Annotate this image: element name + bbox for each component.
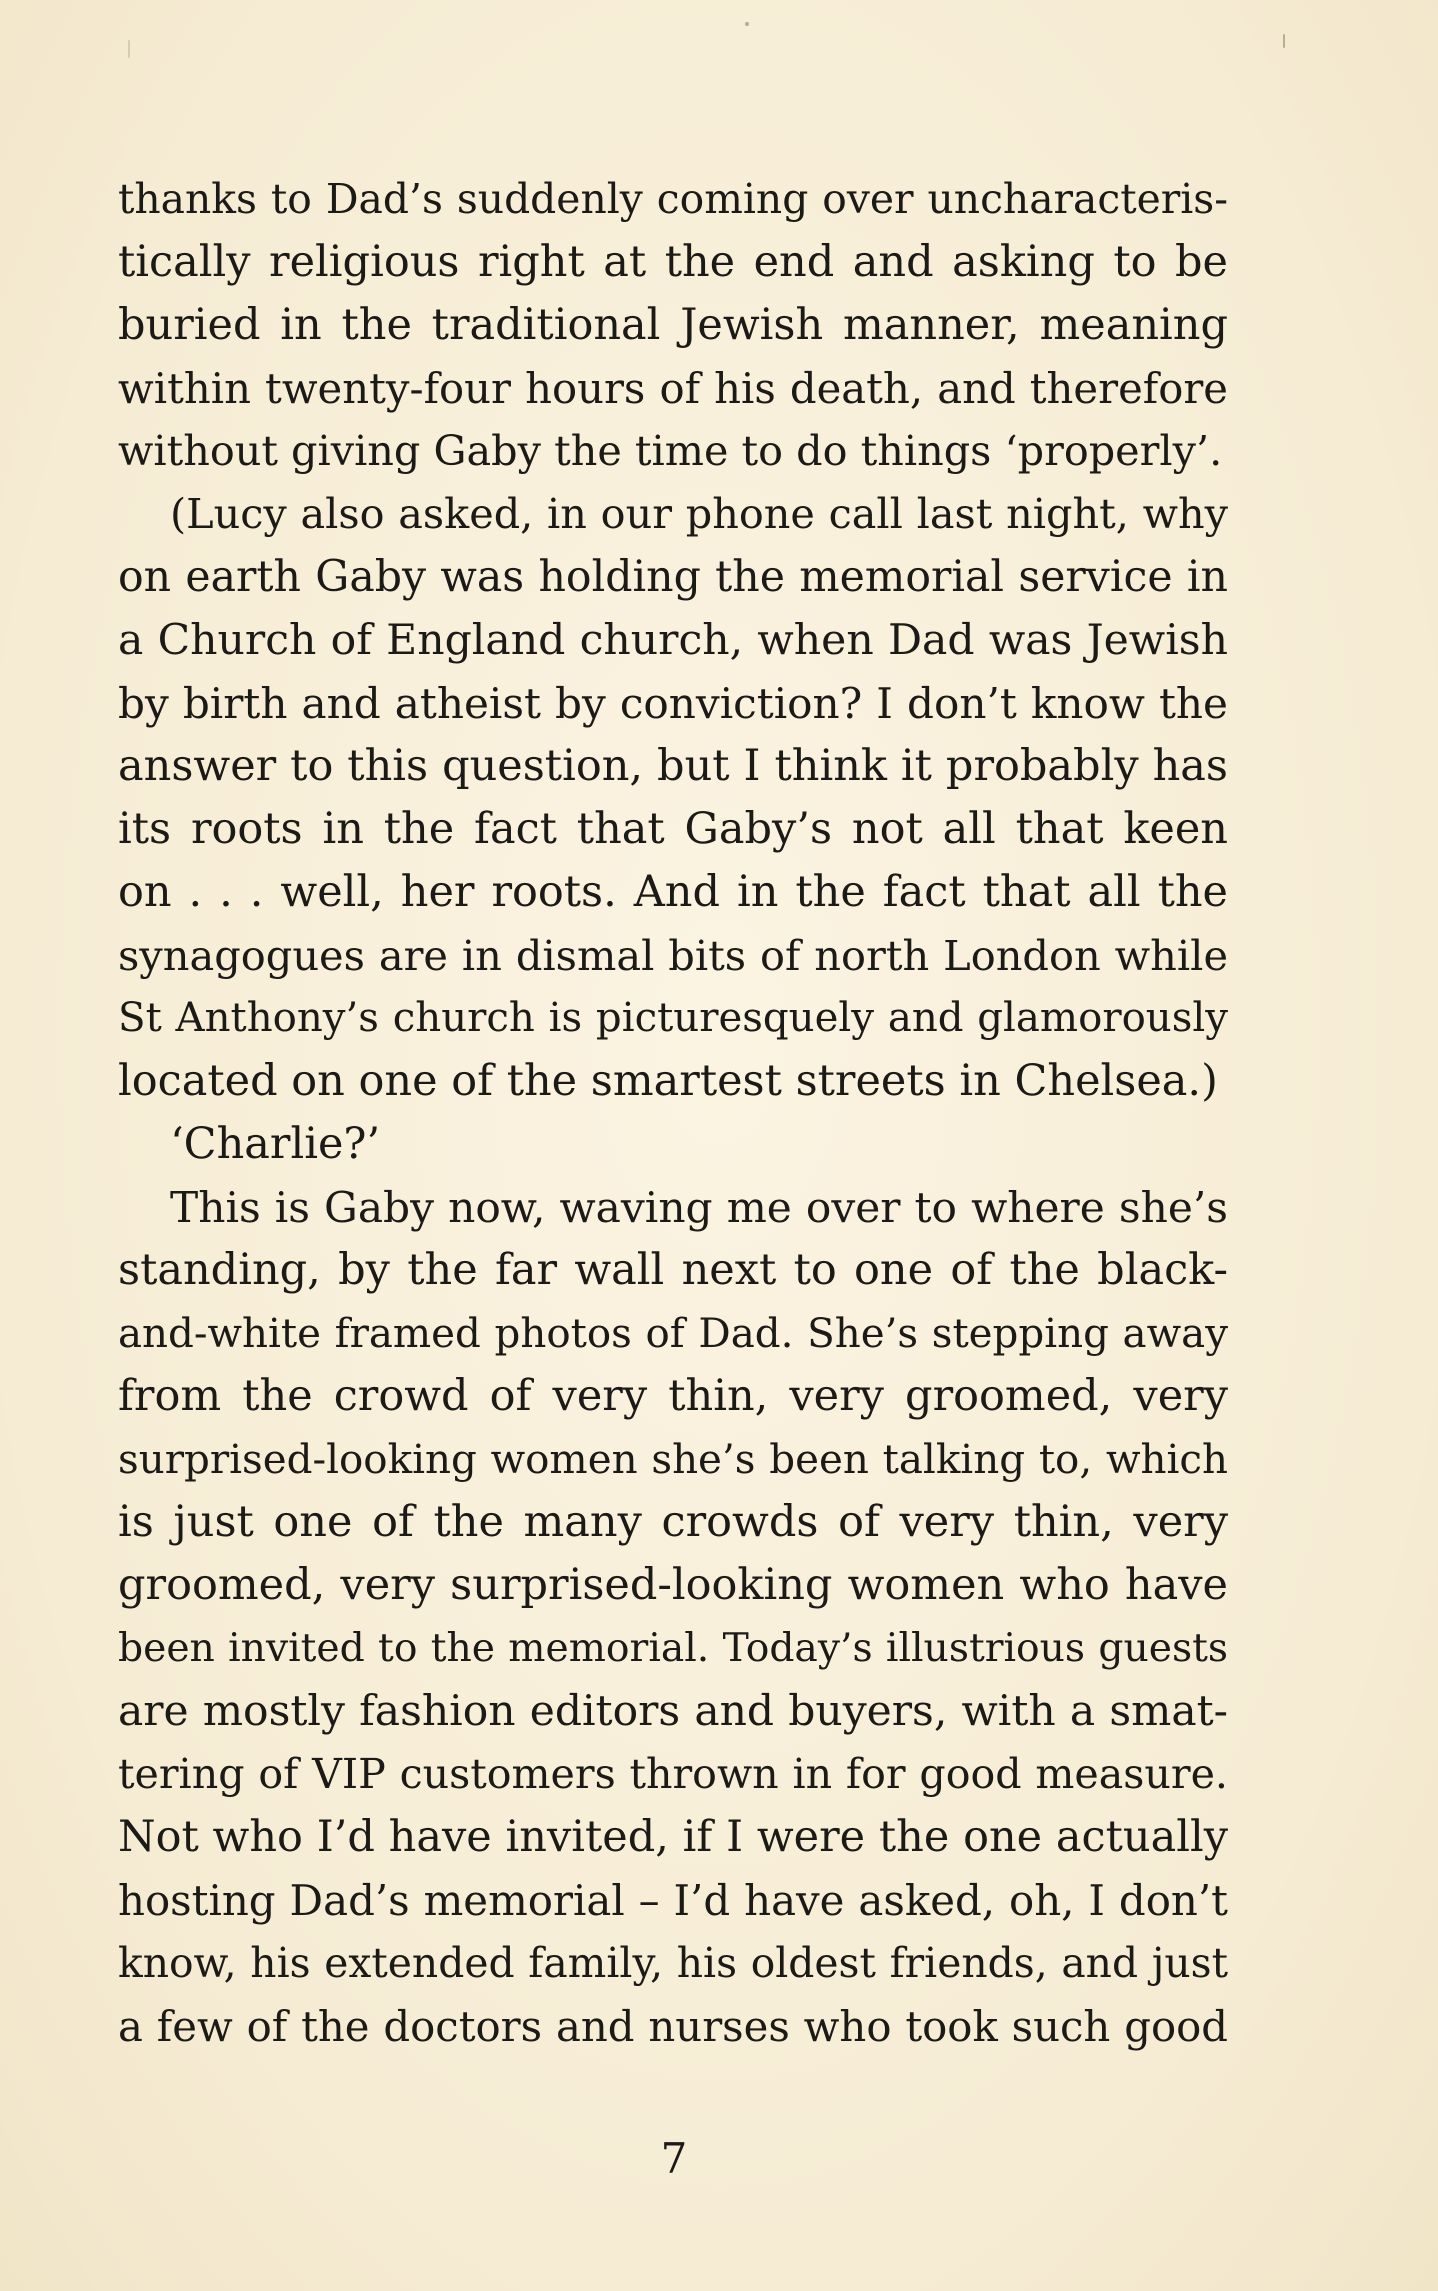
text-line: buried in the traditional Jewish manner, meaning bbox=[118, 300, 1228, 350]
text-line: St Anthony’s church is picturesquely and glamorously bbox=[118, 995, 1228, 1041]
text-line: surprised-looking women she’s been talking to, which bbox=[118, 1436, 1228, 1483]
text-line: its roots in the fact that Gaby’s not all that keen bbox=[118, 804, 1228, 854]
text-line: on earth Gaby was holding the memorial service in bbox=[118, 552, 1228, 602]
text-line: (Lucy also asked, in our phone call last night, why bbox=[170, 490, 1228, 538]
page-number: 7 bbox=[660, 2134, 688, 2183]
text-line: standing, by the far wall next to one of the black- bbox=[118, 1245, 1228, 1295]
paper-speck bbox=[745, 22, 749, 26]
text-line: on . . . well, her roots. And in the fact that all the bbox=[118, 867, 1228, 917]
text-line: is just one of the many crowds of very thin, very bbox=[118, 1497, 1228, 1547]
paper-speck bbox=[1283, 34, 1285, 48]
paragraph bbox=[118, 168, 1228, 483]
text-line: tically religious right at the end and asking to be bbox=[118, 237, 1228, 287]
text-line: a few of the doctors and nurses who took such good bbox=[118, 2002, 1228, 2051]
text-line: a Church of England church, when Dad was Jewish bbox=[118, 616, 1228, 665]
text-line: are mostly fashion editors and buyers, with a smat- bbox=[118, 1687, 1228, 1736]
text-line: synagogues are in dismal bits of north London while bbox=[118, 931, 1228, 980]
text-line: tering of VIP customers thrown in for good measure. bbox=[118, 1750, 1228, 1798]
text-line: without giving Gaby the time to do things ‘properly’. bbox=[118, 427, 1223, 475]
text-line: Not who I’d have invited, if I were the one actually bbox=[118, 1812, 1228, 1862]
text-line: answer to this question, but I think it probably has bbox=[118, 741, 1228, 791]
text-line: within twenty-four hours of his death, and therefore bbox=[118, 364, 1228, 413]
body-text bbox=[118, 168, 1228, 2058]
paragraph bbox=[118, 1176, 1228, 2058]
text-line: and-white framed photos of Dad. She’s stepping away bbox=[118, 1310, 1228, 1357]
text-line: from the crowd of very thin, very groomed, very bbox=[118, 1371, 1228, 1421]
text-line: know, his extended family, his oldest friends, and just bbox=[118, 1939, 1228, 1987]
text-line: hosting Dad’s memorial – I’d have asked, oh, I don’t bbox=[118, 1876, 1228, 1925]
text-line: located on one of the smartest streets in Chelsea.) bbox=[118, 1056, 1218, 1106]
text-line: been invited to the memorial. Today’s illustrious guests bbox=[118, 1626, 1228, 1671]
text-line: thanks to Dad’s suddenly coming over uncharacteris- bbox=[118, 175, 1228, 223]
paragraph bbox=[118, 1113, 1228, 1176]
text-line: groomed, very surprised-looking women who have bbox=[118, 1560, 1228, 1610]
text-line: ‘Charlie?’ bbox=[170, 1119, 381, 1169]
paper-speck bbox=[128, 40, 130, 58]
text-line: by birth and atheist by conviction? I don’t know the bbox=[118, 679, 1228, 728]
paragraph bbox=[118, 483, 1228, 1113]
text-line: This is Gaby now, waving me over to where she’s bbox=[170, 1183, 1228, 1232]
